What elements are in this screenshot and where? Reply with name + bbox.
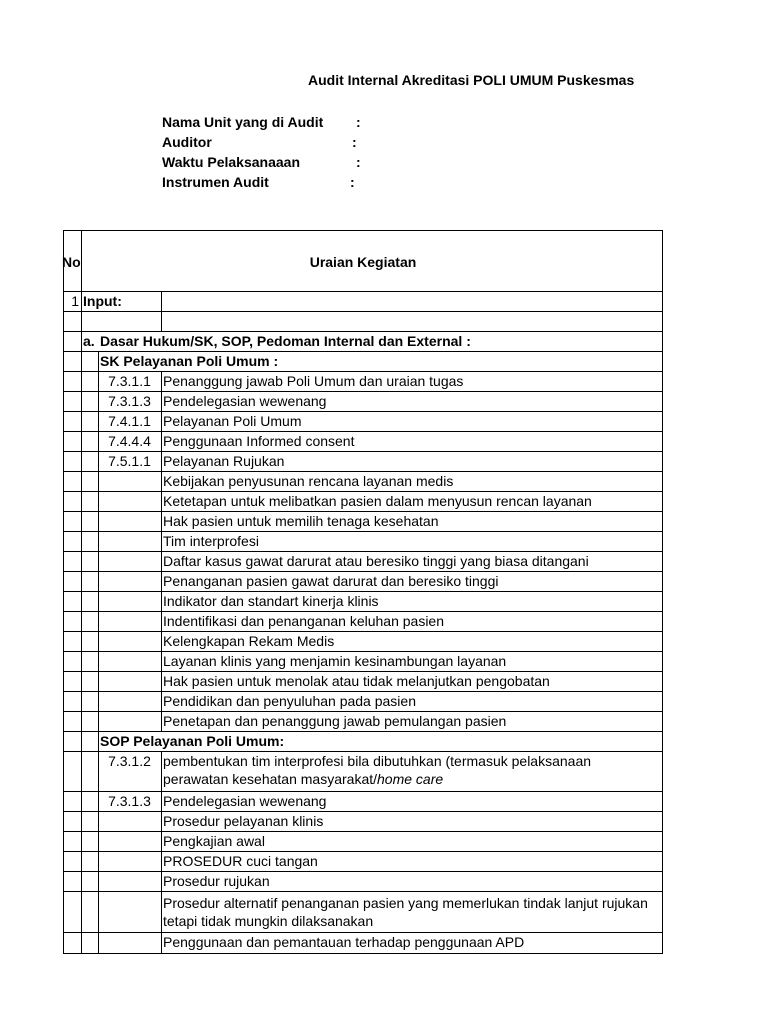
table-row (64, 792, 662, 812)
item-text: Indikator dan standart kinerja klinis (163, 593, 379, 609)
meta-colon: : (356, 114, 361, 130)
item-text: Layanan klinis yang menjamin kesinambungan layanan (163, 653, 507, 669)
table-row (64, 612, 662, 632)
table-row (64, 492, 662, 512)
item-text: Prosedur pelayanan klinis (163, 813, 324, 829)
meta-row-instrumen (162, 172, 355, 192)
meta-label: Nama Unit yang di Audit (162, 114, 324, 130)
table-row (64, 892, 662, 933)
table-row (64, 652, 662, 672)
item-text: Kelengkapan Rekam Medis (163, 633, 335, 649)
table-row (64, 672, 662, 692)
item-text: Ketetapan untuk melibatkan pasien dalam menyusun rencan layanan (163, 493, 592, 509)
meta-row-auditor (162, 132, 357, 152)
table-row (64, 592, 662, 612)
table-row (64, 872, 662, 892)
item-text: Prosedur rujukan (163, 873, 270, 889)
table-row (64, 432, 662, 452)
meta-colon: : (356, 154, 361, 170)
table-row (64, 392, 662, 412)
item-text: Tim interprofesi (163, 533, 259, 549)
table-row (64, 712, 662, 732)
table-header-row (64, 231, 662, 292)
meta-colon: : (350, 174, 355, 190)
table-row (64, 752, 662, 792)
header-no: No (62, 254, 81, 270)
item-text: Pendelegasian wewenang (163, 393, 327, 409)
table-row (64, 852, 662, 872)
item-code: 7.4.1.1 (108, 413, 151, 429)
item-code: 7.5.1.1 (108, 453, 151, 469)
table-row (64, 372, 662, 392)
table-row (64, 412, 662, 432)
item-text: Daftar kasus gawat darurat atau beresiko tinggi yang biasa ditangani (163, 553, 589, 569)
item-code: 7.3.1.3 (108, 793, 151, 809)
header-uraian: Uraian Kegiatan (309, 254, 417, 270)
item-text: Indentifikasi dan penanganan keluhan pasien (163, 613, 445, 629)
item-text: pembentukan tim interprofesi bila dibutuhkan (termasuk pelaksanaan perawatan kesehatan masyarakat/home care (163, 753, 592, 787)
item-code: 7.3.1.2 (108, 753, 151, 769)
item-code: 7.3.1.1 (108, 373, 151, 389)
item-text: Hak pasien untuk menolak atau tidak melanjutkan pengobatan (163, 673, 550, 689)
audit-table (63, 230, 663, 954)
audit-meta (162, 112, 361, 192)
table-row-blank (64, 312, 662, 332)
item-text: Pengkajian awal (163, 833, 265, 849)
item-text: Prosedur alternatif penanganan pasien yang memerlukan tindak lanjut rujukan tetapi tidak mungkin dilaksanakan (163, 895, 648, 929)
table-row (64, 632, 662, 652)
item-text: Hak pasien untuk memilih tenaga kesehatan (163, 513, 439, 529)
item-text: PROSEDUR cuci tangan (163, 853, 318, 869)
sk-heading: SK Pelayanan Poli Umum : (100, 353, 279, 369)
table-row (64, 512, 662, 532)
table-row (64, 472, 662, 492)
table-row (64, 452, 662, 472)
sop-heading: SOP Pelayanan Poli Umum: (100, 733, 285, 749)
item-code: 7.3.1.3 (108, 393, 151, 409)
item-text: Pendelegasian wewenang (163, 793, 327, 809)
item-text: Penanggung jawab Poli Umum dan uraian tugas (163, 373, 464, 389)
section-a-title: Dasar Hukum/SK, SOP, Pedoman Internal dan External : (100, 333, 471, 349)
meta-label: Auditor (162, 134, 212, 150)
item-text: Pelayanan Rujukan (163, 453, 285, 469)
meta-row-unit (162, 112, 361, 132)
meta-row-waktu (162, 152, 361, 172)
item-text: Kebijakan penyusunan rencana layanan medis (163, 473, 454, 489)
meta-label: Instrumen Audit (162, 174, 269, 190)
page-title: Audit Internal Akreditasi POLI UMUM Puskesmas (308, 72, 635, 88)
table-row-sk-heading (64, 352, 662, 372)
item-text: Pelayanan Poli Umum (163, 413, 302, 429)
row-number: 1 (71, 293, 79, 309)
item-text: Penggunaan dan pemantauan terhadap penggunaan APD (163, 934, 525, 950)
item-text: Penggunaan Informed consent (163, 433, 355, 449)
table-row-input (64, 292, 662, 312)
table-row (64, 552, 662, 572)
table-row-section-a (64, 332, 662, 352)
section-letter: a. (83, 333, 95, 349)
table-row (64, 832, 662, 852)
input-label: Input: (83, 293, 122, 309)
table-row (64, 532, 662, 552)
table-row (64, 812, 662, 832)
item-italic-text: home care (377, 771, 444, 787)
item-text: Penetapan dan penanggung jawab pemulangan pasien (163, 713, 507, 729)
meta-label: Waktu Pelaksanaaan (162, 154, 300, 170)
table-row (64, 692, 662, 712)
table-row-sop-heading (64, 732, 662, 752)
item-text: Penanganan pasien gawat darurat dan beresiko tinggi (163, 573, 499, 589)
table-row (64, 572, 662, 592)
item-code: 7.4.4.4 (108, 433, 151, 449)
item-text: Pendidikan dan penyuluhan pada pasien (163, 693, 416, 709)
meta-colon: : (352, 134, 357, 150)
table-row (64, 933, 662, 953)
